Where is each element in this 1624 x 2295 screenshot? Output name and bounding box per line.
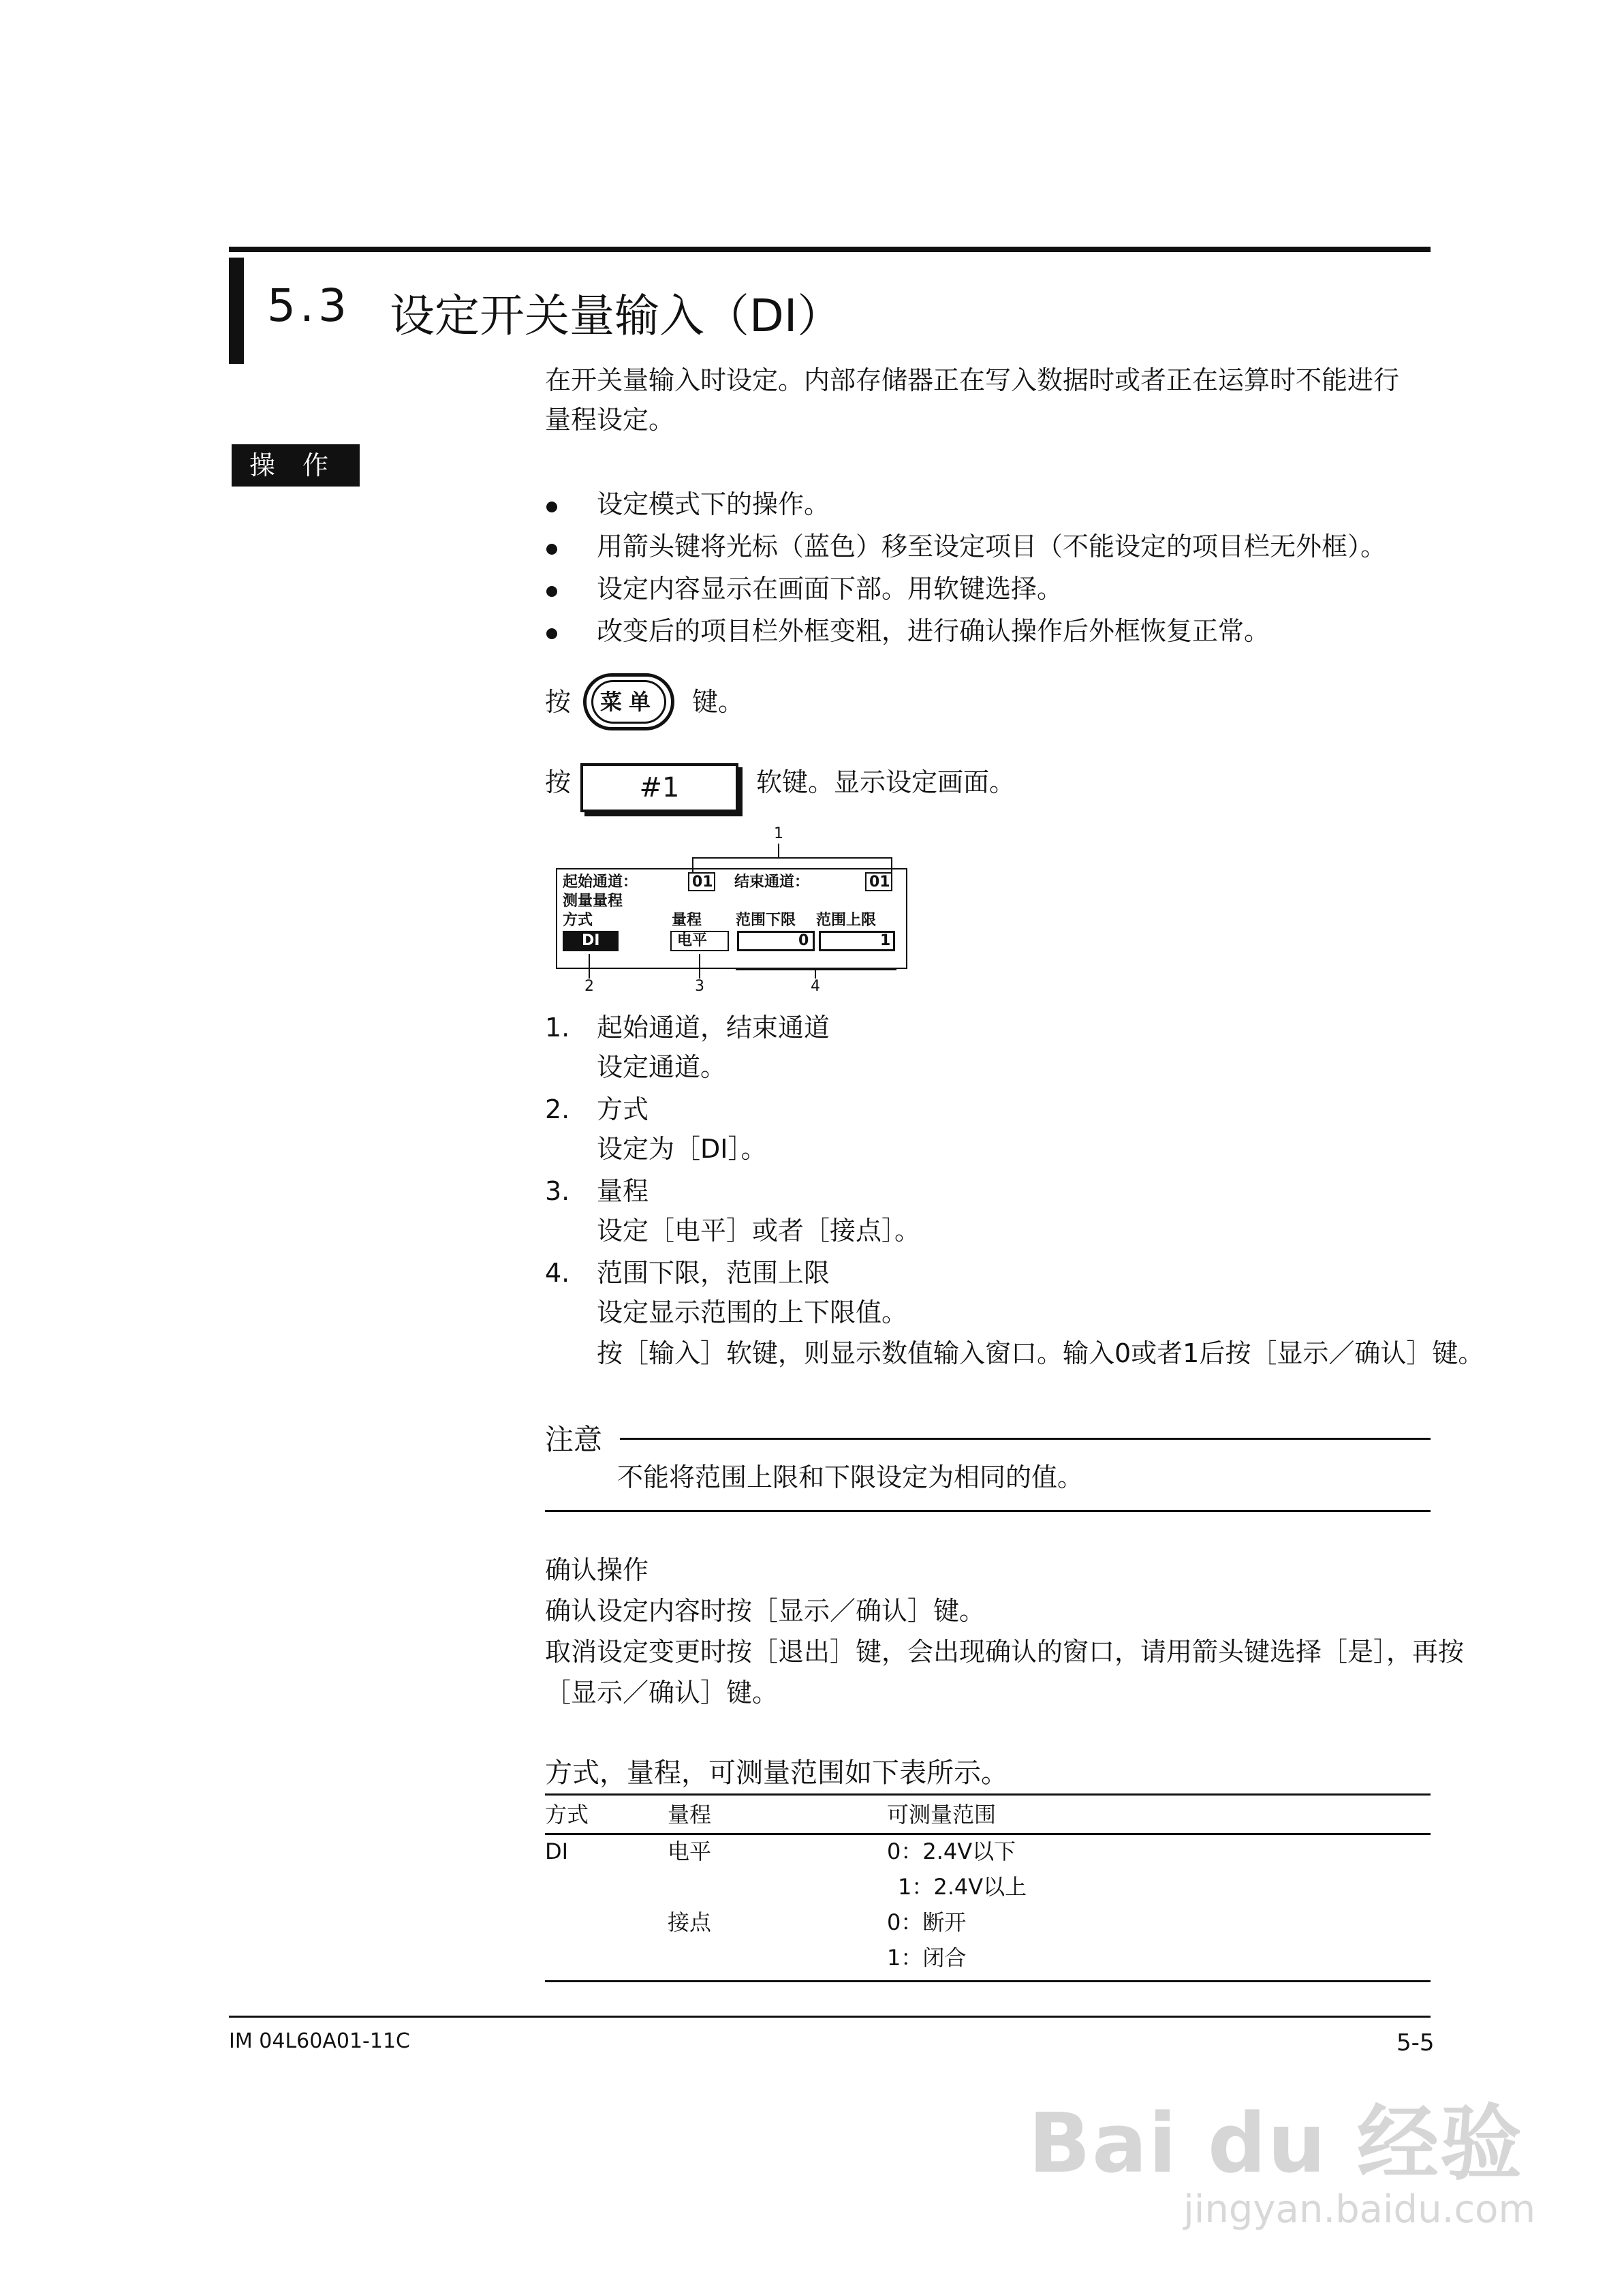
- callout-1: 1: [774, 825, 783, 842]
- screen-range-value: 电平: [677, 932, 708, 949]
- table-cell: 接点: [668, 1909, 712, 1935]
- screen-lower-value: 0: [798, 932, 809, 949]
- item-1-line-1: 设定通道。: [597, 1052, 727, 1082]
- confirm-title: 确认操作: [545, 1555, 649, 1585]
- step-soft-suffix: 软键。显示设定画面。: [756, 767, 1016, 797]
- screen-end-ch-label: 结束通道：: [734, 874, 810, 891]
- item-2-title: 方式: [597, 1094, 649, 1124]
- bullet-dot: [546, 544, 557, 555]
- table-cell: 1：闭合: [887, 1945, 967, 1971]
- note-label: 注意: [545, 1423, 603, 1456]
- item-1-num: 1.: [545, 1013, 570, 1043]
- section-side-bar: [229, 258, 244, 364]
- bullet-4: 改变后的项目栏外框变粗，进行确认操作后外框恢复正常。: [597, 616, 1270, 646]
- baidu-watermark-logo: Bai du 经验: [1028, 2097, 1523, 2191]
- callout-2-line: [589, 954, 590, 979]
- table-cell: DI: [545, 1838, 569, 1864]
- confirm-line-1: 确认设定内容时按［显示／确认］键。: [545, 1596, 986, 1626]
- item-4-line-2: 按［输入］软键，则显示数值输入窗口。输入0或者1后按［显示／确认］键。: [597, 1338, 1484, 1368]
- bullet-1: 设定模式下的操作。: [597, 489, 830, 519]
- callout-4: 4: [811, 978, 820, 995]
- table-top-rule: [545, 1793, 1431, 1796]
- table-header-mode: 方式: [545, 1802, 589, 1828]
- bullet-2: 用箭头键将光标（蓝色）移至设定项目（不能设定的项目栏无外框）。: [597, 532, 1387, 561]
- section-title: 设定开关量输入（DI）: [390, 290, 843, 342]
- item-3-num: 3.: [545, 1176, 570, 1206]
- item-1-title: 起始通道，结束通道: [597, 1013, 830, 1043]
- screen-col-upper: 范围上限: [816, 912, 877, 929]
- bullet-dot: [546, 502, 557, 512]
- step-menu-suffix: 键。: [692, 687, 745, 717]
- intro-line-2: 量程设定。: [545, 405, 675, 435]
- intro-line-1: 在开关量输入时设定。内部存储器正在写入数据时或者正在运算时不能进行: [545, 365, 1400, 395]
- screen-col-lower: 范围下限: [736, 912, 796, 929]
- note-bottom-rule: [545, 1510, 1431, 1512]
- item-4-num: 4.: [545, 1258, 570, 1288]
- section-top-rule: [229, 247, 1431, 252]
- note-top-rule: [620, 1438, 1431, 1440]
- screen-col-range: 量程: [672, 912, 702, 929]
- screen-section-label: 测量量程: [563, 893, 623, 910]
- table-cell: 0：2.4V以下: [887, 1838, 1016, 1864]
- step-menu-prefix: 按: [545, 687, 572, 717]
- table-cell: 电平: [668, 1838, 712, 1864]
- item-4-title: 范围下限，范围上限: [597, 1258, 830, 1288]
- callout-3-line: [699, 954, 700, 979]
- screen-mode-value: DI: [582, 932, 600, 949]
- item-4-line-1: 设定显示范围的上下限值。: [597, 1297, 908, 1327]
- screen-start-ch-value: 01: [692, 874, 713, 891]
- footer-doc-id: IM 04L60A01-11C: [229, 2029, 410, 2053]
- item-2-line-1: 设定为［DI］。: [597, 1134, 767, 1164]
- note-text: 不能将范围上限和下限设定为相同的值。: [617, 1462, 1084, 1492]
- callout-2: 2: [584, 978, 594, 995]
- callout-4-bracket: [736, 969, 896, 970]
- table-caption: 方式，量程，可测量范围如下表所示。: [545, 1757, 1008, 1789]
- screen-col-mode: 方式: [563, 912, 593, 929]
- table-cell: 1：2.4V以上: [898, 1874, 1027, 1900]
- item-2-num: 2.: [545, 1094, 570, 1124]
- screen-upper-value: 1: [880, 932, 891, 949]
- callout-3: 3: [695, 978, 704, 995]
- table-header-range: 量程: [668, 1802, 712, 1828]
- footer-page-number: 5-5: [1396, 2029, 1435, 2057]
- item-3-title: 量程: [597, 1176, 649, 1206]
- footer-rule: [229, 2016, 1431, 2018]
- soft-key-1-icon: #1: [580, 763, 738, 812]
- screen-end-ch-value: 01: [869, 874, 890, 891]
- table-header-rule: [545, 1833, 1431, 1835]
- table-bottom-rule: [545, 1980, 1431, 1982]
- section-number: 5.3: [267, 279, 351, 332]
- callout-1-line: [778, 844, 779, 859]
- confirm-line-3: ［显示／确认］键。: [545, 1678, 779, 1708]
- item-3-line-1: 设定［电平］或者［接点］。: [597, 1216, 921, 1246]
- bullet-dot: [546, 628, 557, 639]
- screen-start-ch-label: 起始通道：: [563, 874, 638, 891]
- table-cell: 0：断开: [887, 1909, 967, 1935]
- confirm-line-2: 取消设定变更时按［退出］键，会出现确认的窗口，请用箭头键选择［是］，再按: [545, 1637, 1465, 1667]
- step-soft-prefix: 按: [545, 767, 572, 797]
- callout-4-line: [815, 969, 816, 979]
- bullet-3: 设定内容显示在画面下部。用软键选择。: [597, 574, 1063, 604]
- menu-key-icon: 菜单: [583, 673, 674, 730]
- callout-1-bracket: [692, 857, 892, 859]
- table-header-measurable: 可测量范围: [887, 1802, 997, 1828]
- bullet-dot: [546, 586, 557, 597]
- baidu-watermark-url: jingyan.baidu.com: [1183, 2187, 1535, 2232]
- operation-tag: 操作: [232, 444, 360, 487]
